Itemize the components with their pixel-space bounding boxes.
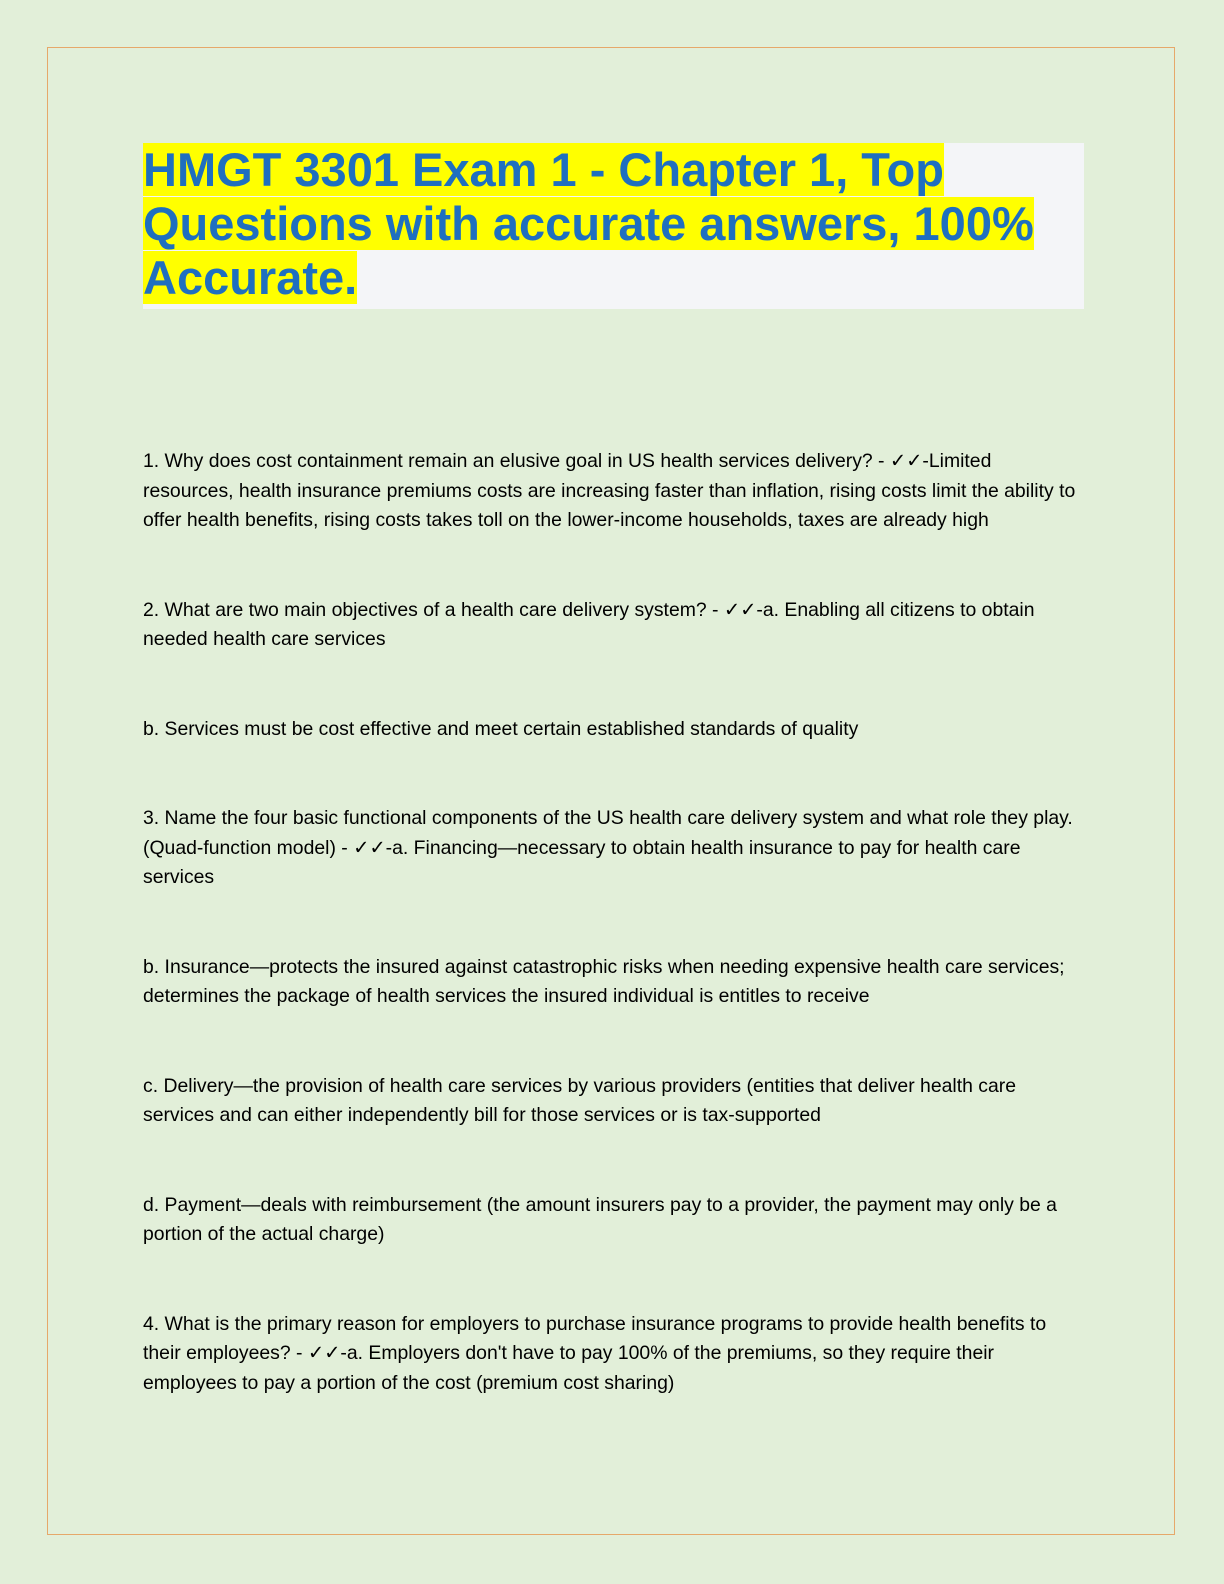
- answer-3d: d. Payment—deals with reimbursement (the amount insurers pay to a provider, the payment may only be a portion of the actual charge): [143, 1193, 1057, 1245]
- answer-3c: c. Delivery—the provision of health care services by various providers (entities that deliver health care services and can either independently bill for those services or is tax-supported: [143, 1074, 1016, 1126]
- answer-3b: b. Insurance—protects the insured against catastrophic risks when needing expensive health care services; determines the package of health services the insured individual is entitles to receive: [143, 955, 1065, 1007]
- answer-2b: b. Services must be cost effective and meet certain established standards of quality: [143, 717, 859, 740]
- question-4: 4. What is the primary reason for employers to purchase insurance programs to provide health benefits to their employees? - ✓✓-a. Employers don't have to pay 100% of the premiums, so they require their employees to pay a portion of the cost (premium cost sharing): [143, 1312, 1047, 1394]
- question-3: 3. Name the four basic functional components of the US health care delivery system and what role they play. (Quad-function model) - ✓✓-a. Financing—necessary to obtain health insurance to pay for health care services: [143, 807, 1073, 888]
- document-title-text: HMGT 3301 Exam 1 - Chapter 1, Top Questions with accurate answers, 100% Accurate.: [143, 143, 1034, 304]
- document-title: [143, 143, 1083, 305]
- question-1: 1. Why does cost containment remain an elusive goal in US health services delivery? - ✓✓-Limited resources, health insurance premiums costs are increasing faster than inflation, rising costs limit the ability to offer health benefits, rising costs takes toll on the lower-income households, taxes are already high: [143, 450, 1076, 531]
- document-body: [143, 447, 1083, 1398]
- question-2: 2. What are two main objectives of a health care delivery system? - ✓✓-a. Enabling all citizens to obtain needed health care services: [143, 598, 1035, 650]
